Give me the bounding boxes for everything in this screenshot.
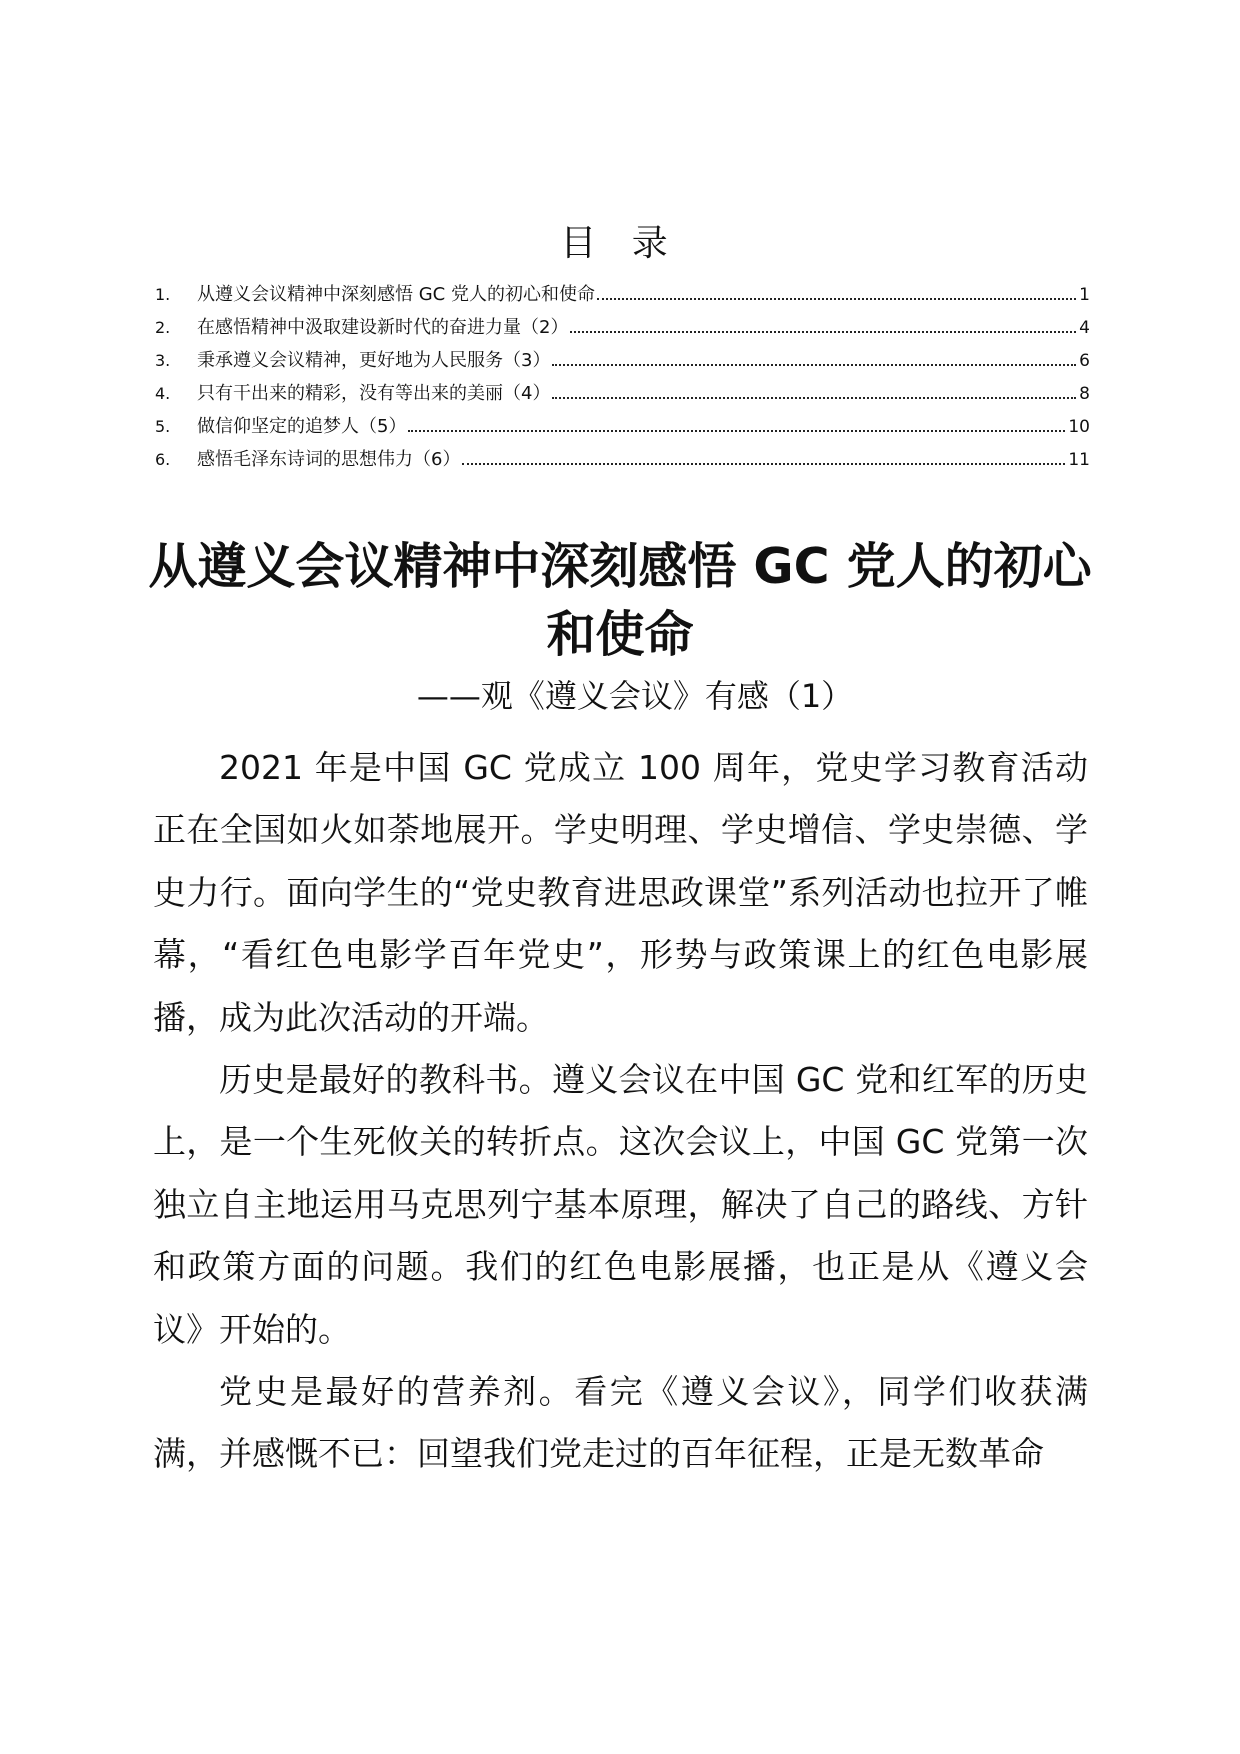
- table-of-contents: [155, 278, 1090, 476]
- toc-entry-page: 10: [1068, 417, 1090, 437]
- toc-entry-page: 8: [1079, 384, 1090, 404]
- toc-entry[interactable]: [155, 311, 1090, 344]
- toc-entry-number: 4.: [155, 384, 171, 403]
- toc-entry-number: 1.: [155, 285, 171, 304]
- article-title: 从遵义会议精神中深刻感悟 GC 党人的初心和使命: [148, 537, 1092, 663]
- toc-entry[interactable]: [155, 278, 1090, 311]
- toc-title: 目 录: [560, 223, 680, 264]
- toc-dot-leader: [552, 396, 1076, 399]
- toc-entry-number: 2.: [155, 318, 171, 337]
- toc-entry-page: 11: [1068, 450, 1090, 470]
- toc-entry[interactable]: [155, 344, 1090, 377]
- toc-entry-title: 感悟毛泽东诗词的思想伟力（6）: [197, 449, 461, 470]
- article-subtitle: ——观《遵义会议》有感（1）: [416, 677, 854, 715]
- article-body: [153, 737, 1088, 1486]
- toc-entry-number: 3.: [155, 351, 171, 370]
- toc-entry-page: 1: [1079, 285, 1090, 305]
- toc-entry-title: 只有干出来的精彩，没有等出来的美丽（4）: [197, 383, 551, 404]
- toc-entry-title: 做信仰坚定的追梦人（5）: [197, 416, 407, 437]
- toc-dot-leader: [570, 330, 1076, 333]
- body-paragraph: 2021 年是中国 GC 党成立 100 周年，党史学习教育活动正在全国如火如荼地展开。学史明理、学史增信、学史崇德、学史力行。面向学生的“党史教育进思政课堂”系列活动也拉开了帷幕，“看红色电影学百年党史”，形势与政策课上的红色电影展播，成为此次活动的开端。: [153, 748, 1088, 1037]
- toc-entry[interactable]: [155, 443, 1090, 476]
- toc-dot-leader: [408, 429, 1065, 432]
- toc-entry[interactable]: [155, 410, 1090, 443]
- toc-entry-title: 从遵义会议精神中深刻感悟 GC 党人的初心和使命: [197, 284, 595, 305]
- toc-dot-leader: [462, 462, 1065, 465]
- body-paragraph: 党史是最好的营养剂。看完《遵义会议》，同学们收获满满，并感慨不已：回望我们党走过的百年征程，正是无数革命: [153, 1372, 1088, 1474]
- toc-entry-page: 4: [1079, 318, 1090, 338]
- toc-entry-title: 在感悟精神中汲取建设新时代的奋进力量（2）: [197, 317, 569, 338]
- toc-entry[interactable]: [155, 377, 1090, 410]
- toc-entry-number: 6.: [155, 450, 171, 469]
- toc-dot-leader: [552, 363, 1076, 366]
- toc-dot-leader: [597, 297, 1076, 300]
- toc-entry-title: 秉承遵义会议精神，更好地为人民服务（3）: [197, 350, 551, 371]
- body-paragraph: 历史是最好的教科书。遵义会议在中国 GC 党和红军的历史上，是一个生死攸关的转折点。这次会议上，中国 GC 党第一次独立自主地运用马克思列宁基本原理，解决了自己的路线、方针和政策方面的问题。我们的红色电影展播，也正是从《遵义会议》开始的。: [153, 1060, 1088, 1349]
- toc-entry-number: 5.: [155, 417, 171, 436]
- toc-entry-page: 6: [1079, 351, 1090, 371]
